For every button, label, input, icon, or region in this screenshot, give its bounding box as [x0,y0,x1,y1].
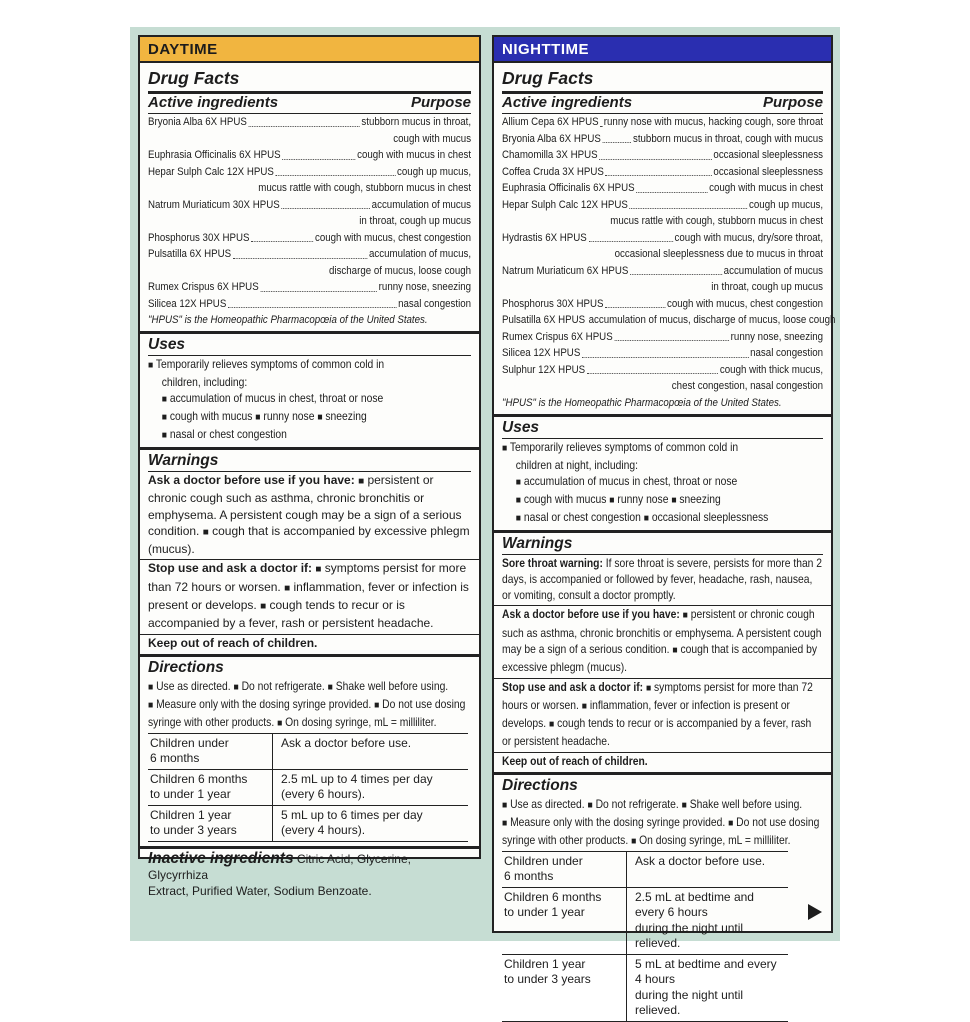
square-bullet-icon: ■ [728,817,734,829]
ingredient-name: Silicea 12X HPUS [502,347,581,359]
square-bullet-icon: ■ [643,512,649,524]
ingredient-row [502,197,823,214]
square-bullet-icon: ■ [671,494,677,506]
active-ingredients-header [148,94,471,114]
ingredient-row [502,263,823,280]
directions-title: Directions [148,658,224,676]
square-bullet-icon: ■ [581,700,587,712]
active-ingredients-header [502,94,823,114]
ingredient-row [148,114,471,131]
ingredient-name: Coffea Cruda 3X HPUS [502,165,604,178]
dosing-row [502,887,788,954]
ingredient-list [148,114,471,312]
ingredient-name: Natrum Muriaticum 6X HPUS [502,264,629,277]
daytime-band: DAYTIME [140,37,479,63]
directions-title: Directions [502,776,578,794]
purpose-label: Purpose [410,94,471,111]
ingredient-row [502,296,823,313]
ingredient-row [502,164,823,181]
ingredient-purpose: nasal congestion [398,297,472,310]
dosing-row [502,851,788,887]
ingredient-purpose: runny nose with mucus, hacking cough, sore throat [603,116,824,128]
nighttime-panel [492,35,836,1018]
ingredient-row [148,164,471,181]
ingredient-name: Hydrastis 6X HPUS [502,231,587,244]
daytime-panel [138,35,481,898]
dosing-amount: 2.5 mL up to 4 times per day (every 6 hours). [273,769,469,805]
warnings-title: Warnings [502,535,823,555]
ingredient-purpose: occasional sleeplessness [713,165,824,178]
stop-use-warning: Stop use and ask a doctor if: ■ symptoms persist for more than 72 hours or worsen. ■ inflammation, fever or infection is present or develops. ■ cough tends to recur or is accompanied by a fever, rash or persistent headache. [502,679,813,749]
dosing-row [502,954,788,1021]
stop-use-warning: Stop use and ask a doctor if: ■ symptoms persist for more than 72 hours or worsen. ■ inflammation, fever or infection is present or develops. ■ cough tends to recur or is accompanied by a fever, rash or persistent headache. [148,561,469,631]
square-bullet-icon: ■ [502,817,508,829]
ingredient-purpose: stubborn mucus in throat, cough with mucus [632,132,824,145]
hpus-note: "HPUS" is the Homeopathic Pharmacopœia of the United States. [502,396,782,409]
ingredient-purpose: cough with mucus in chest [709,182,824,194]
ingredient-row [502,312,836,329]
ingredient-name: Allium Cepa 6X HPUS [502,116,599,128]
square-bullet-icon: ■ [672,644,678,656]
square-bullet-icon: ■ [233,681,239,693]
ingredient-name: Rumex Crispus 6X HPUS [148,281,259,293]
keep-out-of-reach: Keep out of reach of children. [148,635,318,650]
dosing-amount: 5 mL up to 6 times per day (every 4 hours). [273,805,469,841]
arrow-right-icon [808,904,822,920]
ingredient-name: Natrum Muriaticum 30X HPUS [148,198,280,211]
purpose-label: Purpose [762,94,823,111]
ingredient-name: Phosphorus 30X HPUS [502,297,604,310]
ingredient-row [502,114,823,131]
ingredient-row [148,230,471,247]
ingredient-name: Euphrasia Officinalis 6X HPUS [502,182,635,194]
square-bullet-icon: ■ [682,610,688,622]
ingredient-row [148,296,471,313]
square-bullet-icon: ■ [327,681,333,693]
ingredient-purpose: cough with mucus, chest congestion [314,231,472,244]
ingredient-row [148,246,471,263]
square-bullet-icon: ■ [681,799,687,811]
ingredient-name: Rumex Crispus 6X HPUS [502,330,613,343]
dosing-table [148,733,468,842]
ingredient-purpose: accumulation of mucus [371,198,472,211]
inactive-ingredients-title: Inactive ingredients [148,849,294,867]
square-bullet-icon: ■ [631,835,637,847]
ingredient-name: Bryonia Alba 6X HPUS [148,116,247,128]
active-ingredients-label: Active ingredients [148,94,279,111]
square-bullet-icon: ■ [148,360,154,371]
square-bullet-icon: ■ [284,582,291,594]
dosing-row [148,733,468,769]
ingredient-purpose: occasional sleeplessness [713,149,824,161]
ingredient-purpose: cough up mucus, [749,198,824,211]
ingredient-name: Hepar Sulph Calc 12X HPUS [148,165,274,178]
dosing-age: Children 1 year to under 3 years [148,805,273,841]
ingredient-purpose: stubborn mucus in throat, [361,116,472,128]
square-bullet-icon: ■ [161,394,167,405]
inactive-ingredients: Inactive ingredients Citric Acid, Glycerine, Glycyrrhiza Extract, Purified Water, Sodium Benzoate. [148,849,411,898]
ingredient-row [502,362,823,379]
dosing-table [502,851,788,1022]
ingredient-purpose-cont: discharge of mucus, loose cough [329,264,472,277]
square-bullet-icon: ■ [374,699,380,711]
ingredient-purpose-cont: cough with mucus [393,132,472,145]
ingredient-name: Bryonia Alba 6X HPUS [502,132,601,145]
square-bullet-icon: ■ [515,512,521,524]
active-ingredients-label: Active ingredients [502,94,633,111]
square-bullet-icon: ■ [549,719,555,731]
ingredient-row [502,180,823,197]
square-bullet-icon: ■ [202,526,209,538]
dosing-row [148,805,468,841]
ingredient-purpose-cont: mucus rattle with cough, stubborn mucus in chest [258,182,472,194]
dosing-age: Children 6 months to under 1 year [502,887,627,954]
directions-text: ■ Use as directed. ■ Do not refrigerate. ■ Shake well before using. ■ Measure only with the dosing syringe provided. ■ Do not use dosing syringe with other products. ■ On dosing syringe, mL = milliliter. [502,796,820,847]
square-bullet-icon: ■ [587,799,593,811]
ingredient-name: Pulsatilla 6X HPUS [148,248,232,260]
square-bullet-icon: ■ [161,430,167,441]
uses-section: ■ Temporarily relieves symptoms of common cold in children at night, including: ■ accumulation of mucus in chest, throat or nose ■ cough with mucus ■ runny nose ■ sneezing ■ nasal or chest congestion ■ occasional sleeplessness [502,439,769,524]
ingredient-row [148,197,471,214]
dosing-amount: Ask a doctor before use. [273,733,469,769]
square-bullet-icon: ■ [358,476,365,487]
warnings-title: Warnings [148,452,471,472]
ask-doctor-warning: Ask a doctor before use if you have: ■ persistent or chronic cough such as asthma, chronic bronchitis or emphysema. A persistent cough may be a sign of a serious condition. ■ cough that is accompanied by excessive phlegm (mucus). [148,473,470,557]
ingredient-purpose: runny nose, sneezing [378,281,472,293]
hpus-note: "HPUS" is the Homeopathic Pharmacopœia of the United States. [148,314,428,326]
ingredient-purpose: cough with mucus in chest [357,149,472,161]
dosing-age: Children under 6 months [502,851,627,887]
ingredient-purpose-cont: mucus rattle with cough, stubborn mucus in chest [610,215,824,227]
ingredient-purpose: accumulation of mucus, discharge of mucus, loose cough [588,314,836,326]
ingredient-purpose: accumulation of mucus, [368,248,472,260]
uses-title: Uses [148,336,471,356]
ingredient-name: Phosphorus 30X HPUS [148,231,250,244]
square-bullet-icon: ■ [260,601,267,613]
ingredient-name: Pulsatilla 6X HPUS [502,314,586,326]
square-bullet-icon: ■ [277,717,283,729]
ingredient-purpose: cough with mucus, dry/sore throat, [674,231,824,244]
dosing-amount: Ask a doctor before use. [627,851,789,887]
ingredient-name: Euphrasia Officinalis 6X HPUS [148,149,281,161]
ingredient-purpose-cont: in throat, cough up mucus [711,281,824,293]
square-bullet-icon: ■ [515,494,521,506]
ingredient-row [502,131,823,148]
square-bullet-icon: ■ [609,494,615,506]
ingredient-purpose: cough with mucus, chest congestion [666,297,824,310]
keep-out-of-reach: Keep out of reach of children. [502,753,648,768]
square-bullet-icon: ■ [315,564,322,576]
square-bullet-icon: ■ [502,799,508,811]
square-bullet-icon: ■ [148,681,154,693]
nighttime-band: NIGHTTIME [494,37,831,63]
ingredient-row [502,230,823,247]
uses-section: ■ Temporarily relieves symptoms of common cold in children, including: ■ accumulation of mucus in chest, throat or nose ■ cough with mucus ■ runny nose ■ sneezing ■ nasal or chest congestion [148,357,385,441]
ingredient-purpose-cont: occasional sleeplessness due to mucus in throat [614,248,824,260]
ingredient-name: Chamomilla 3X HPUS [502,149,598,161]
dosing-age: Children under 6 months [148,733,273,769]
dosing-age: Children 6 months to under 1 year [148,769,273,805]
dosing-amount: 2.5 mL at bedtime and every 6 hours during the night until relieved. [627,887,789,954]
ingredient-row [502,329,823,346]
square-bullet-icon: ■ [645,682,652,694]
square-bullet-icon: ■ [502,442,508,454]
square-bullet-icon: ■ [161,412,167,423]
ingredient-name: Sulphur 12X HPUS [502,363,586,376]
square-bullet-icon: ■ [255,412,261,423]
dosing-age: Children 1 year to under 3 years [502,954,627,1021]
square-bullet-icon: ■ [515,476,521,488]
ingredient-purpose: accumulation of mucus [723,264,824,277]
ingredient-row [148,147,471,164]
ingredient-row [502,147,823,164]
ingredient-purpose: nasal congestion [750,347,824,359]
ingredient-row [148,279,471,296]
drug-facts-title: Drug Facts [502,68,823,94]
sore-throat-warning: Sore throat warning: If sore throat is severe, persists for more than 2 days, is accompanied or followed by fever, headache, rash, nausea, or vomiting, consult a doctor promptly. [502,555,823,603]
ingredient-name: Silicea 12X HPUS [148,297,227,310]
ingredient-purpose: cough with thick mucus, [719,363,824,376]
ingredient-purpose-cont: in throat, cough up mucus [359,215,472,227]
ingredient-name: Hepar Sulph Calc 12X HPUS [502,198,628,211]
ingredient-list [502,114,836,395]
dosing-amount: 5 mL at bedtime and every 4 hours during the night until relieved. [627,954,789,1021]
ingredient-purpose: cough up mucus, [397,165,472,178]
ingredient-purpose: runny nose, sneezing [730,330,824,343]
ingredient-row [502,345,823,362]
ingredient-purpose-cont: chest congestion, nasal congestion [671,380,824,392]
square-bullet-icon: ■ [317,412,323,423]
directions-text: ■ Use as directed. ■ Do not refrigerate. ■ Shake well before using. ■ Measure only with the dosing syringe provided. ■ Do not use dosing syringe with other products. ■ On dosing syringe, mL = milliliter. [148,678,466,729]
dosing-row [148,769,468,805]
uses-title: Uses [502,419,823,439]
ask-doctor-warning: Ask a doctor before use if you have: ■ persistent or chronic cough such as asthma, chronic bronchitis or emphysema. A persistent cough may be a sign of a serious condition. ■ cough that is accompanied by excessive phlegm (mucus). [502,607,822,675]
drug-facts-title: Drug Facts [148,68,471,94]
square-bullet-icon: ■ [148,699,154,711]
